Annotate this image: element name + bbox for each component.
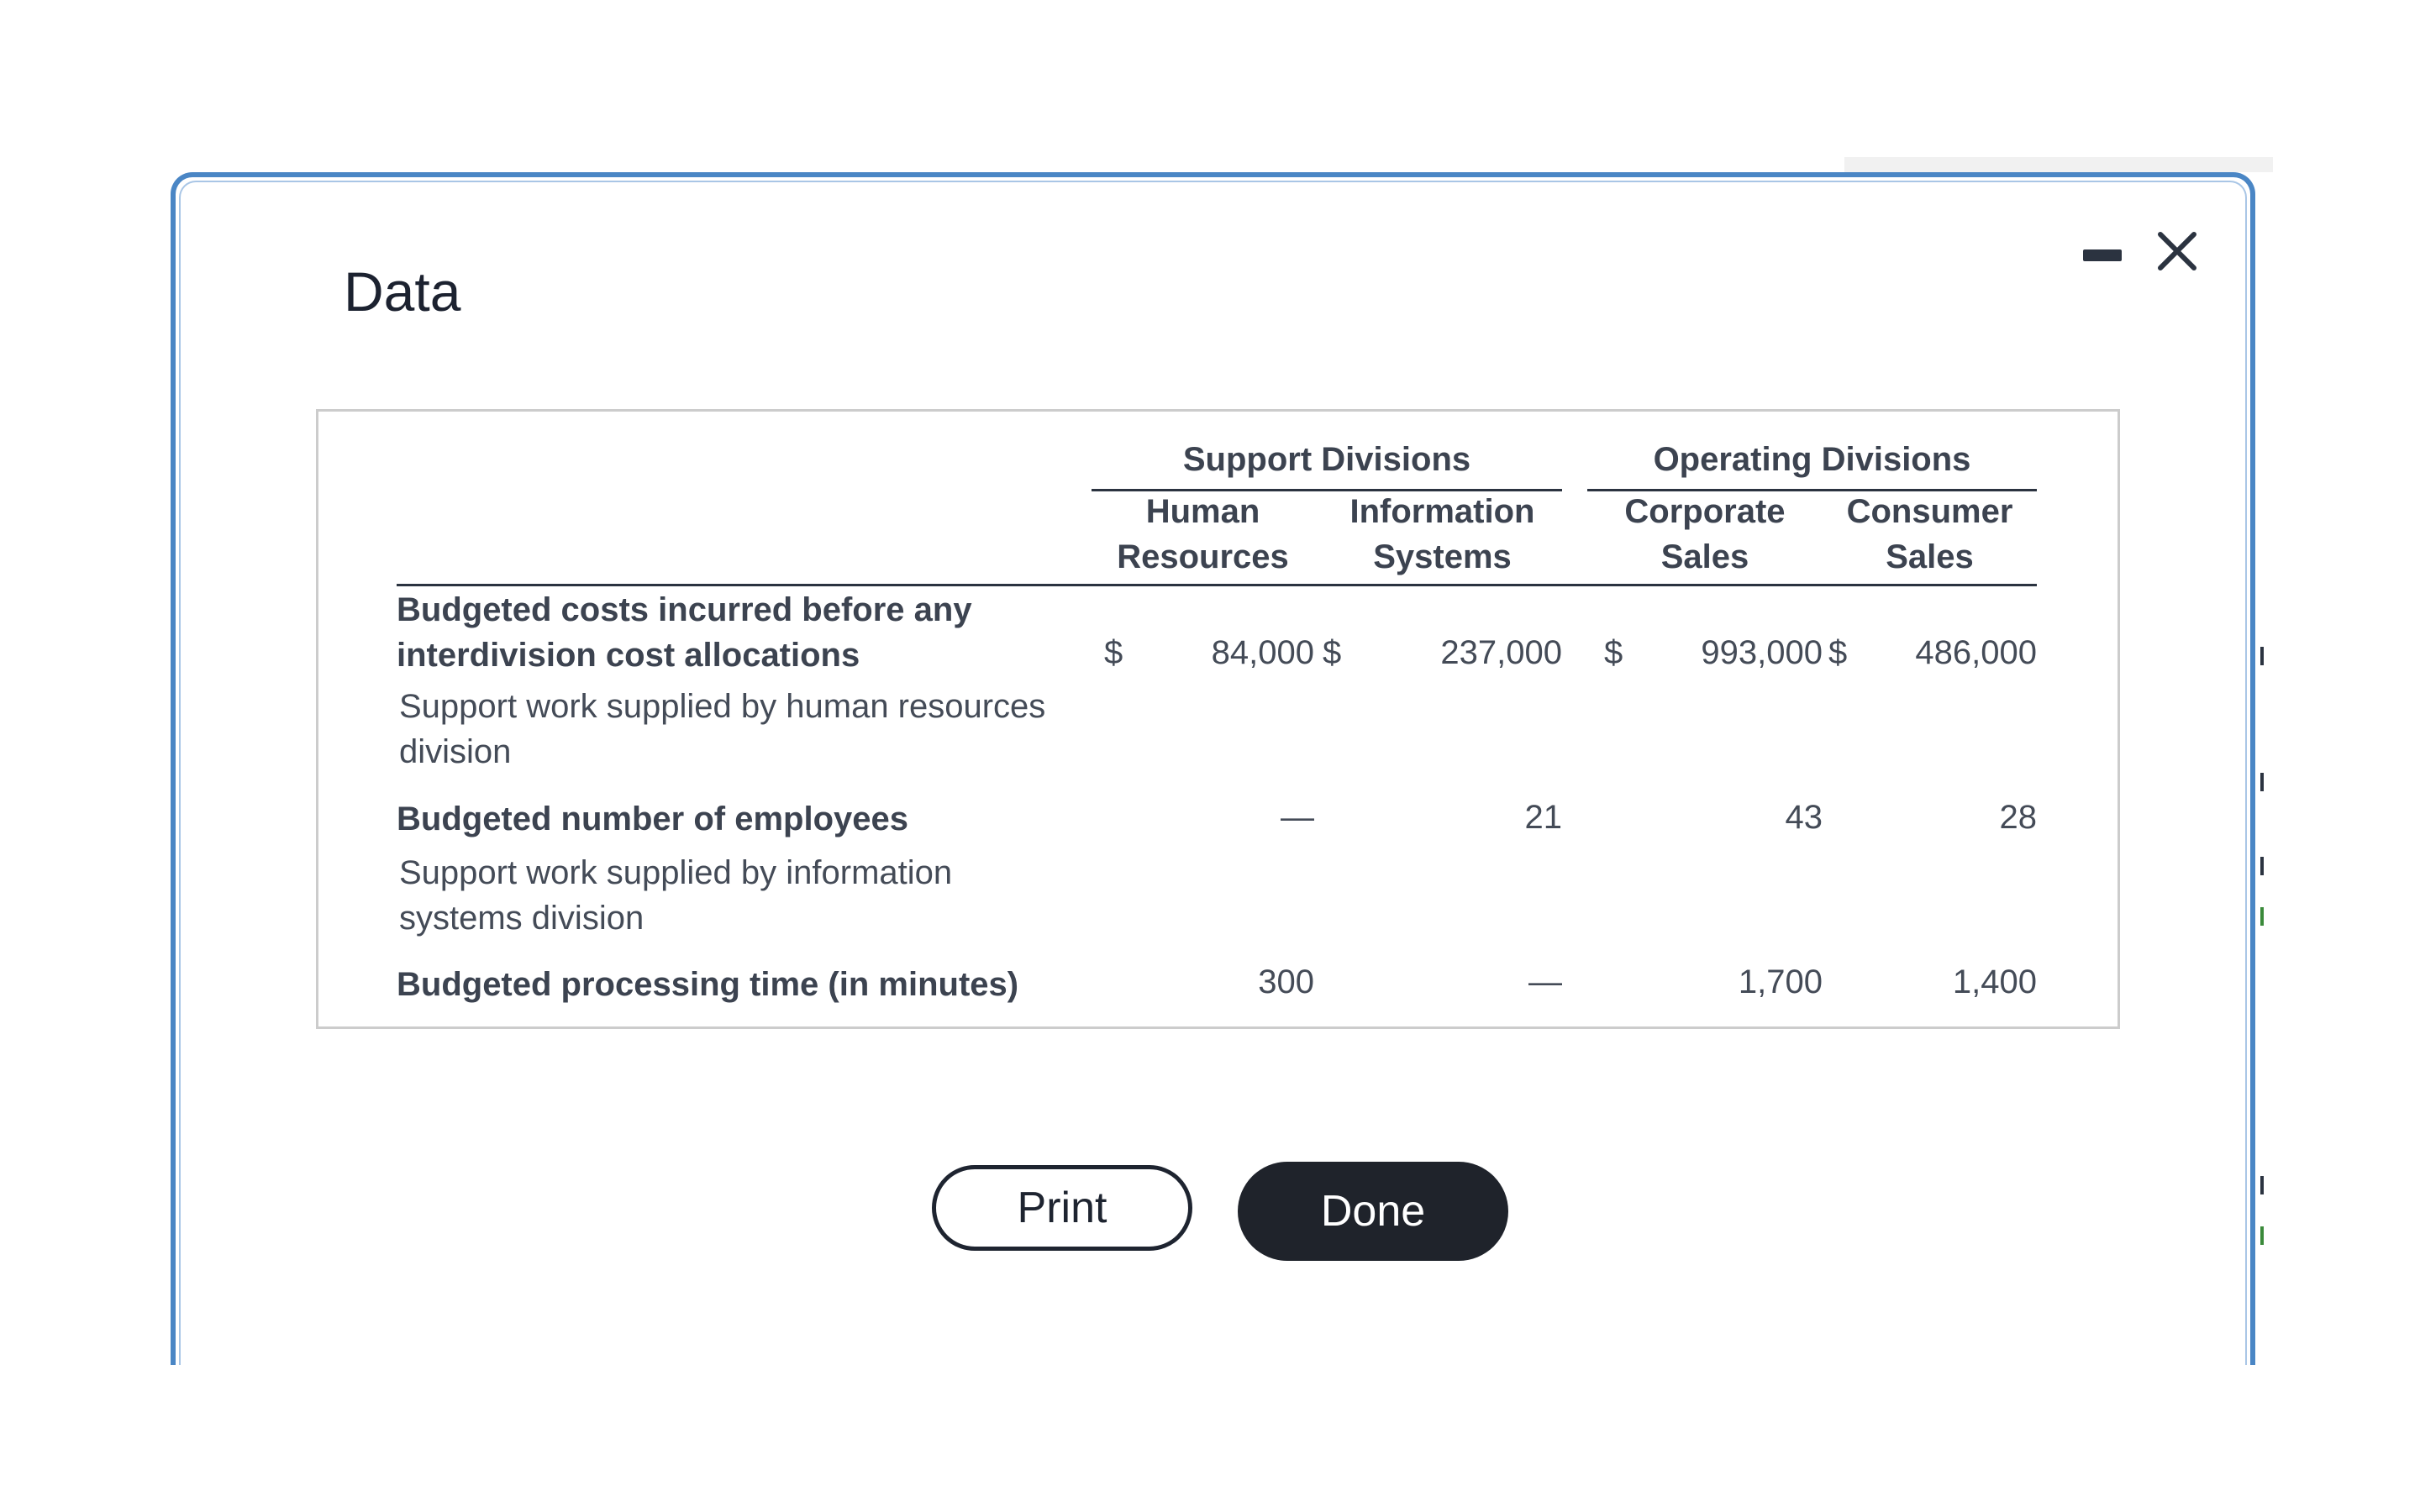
column-header-line: Sales: [1886, 538, 1974, 575]
close-icon[interactable]: [2152, 226, 2202, 276]
column-header-line: Corporate: [1624, 493, 1786, 530]
section-label-line: division: [399, 733, 512, 770]
column-header-line: Sales: [1660, 538, 1749, 575]
section-label-line: Support work supplied by information: [399, 854, 953, 891]
data-table: [318, 412, 2118, 1026]
row-label-employees: Budgeted number of employees: [397, 801, 908, 837]
row-label-line: interdivision cost allocations: [397, 637, 860, 674]
cell-processing-corporate: 1,700: [1738, 963, 1823, 1000]
column-header-consumer-sales: [1823, 489, 2037, 580]
column-header-line: Resources: [1117, 538, 1289, 575]
cell-budgeted-costs-is: 237,000: [1440, 634, 1562, 671]
currency-symbol: $: [1828, 634, 1848, 671]
cell-employees-corporate: 43: [1785, 799, 1823, 836]
row-label-line: Budgeted costs incurred before any: [397, 591, 972, 628]
cell-employees-is: 21: [1524, 799, 1562, 836]
cell-processing-consumer: 1,400: [1952, 963, 2037, 1000]
cell-employees-consumer: 28: [1999, 799, 2037, 836]
currency-symbol: $: [1104, 634, 1123, 671]
data-dialog: [171, 172, 2255, 1365]
cell-budgeted-costs-hr: 84,000: [1211, 634, 1314, 671]
data-table-container: [316, 409, 2120, 1029]
cell-employees-hr: —: [1281, 799, 1314, 836]
row-label-budgeted-costs: [397, 587, 1094, 678]
column-header-line: Systems: [1373, 538, 1512, 575]
section-label-line: systems division: [399, 900, 644, 937]
section-label-line: Support work supplied by human resources: [399, 688, 1046, 725]
column-header-line: Information: [1349, 493, 1535, 530]
column-header-corporate-sales: [1587, 489, 1823, 580]
currency-symbol: $: [1604, 634, 1623, 671]
column-header-human-resources: [1092, 489, 1314, 580]
group-header-operating: Operating Divisions: [1653, 441, 1971, 478]
cell-processing-is: —: [1528, 963, 1562, 1000]
done-button[interactable]: Done: [1238, 1162, 1508, 1261]
background-window-edge: [1844, 157, 2273, 172]
column-header-information-systems: [1323, 489, 1562, 580]
cell-budgeted-costs-consumer: 486,000: [1915, 634, 2037, 671]
close-icon-glyph: [2152, 226, 2202, 276]
currency-symbol: $: [1323, 634, 1342, 671]
background-page-fragments: [2260, 437, 2277, 1277]
cell-processing-hr: 300: [1258, 963, 1314, 1000]
minimize-icon[interactable]: [2083, 249, 2122, 261]
row-label-processing-time: Budgeted processing time (in minutes): [397, 966, 1019, 1003]
header-bottom-rule: [397, 584, 2037, 586]
section-label-is-support: [399, 850, 1097, 941]
print-button[interactable]: Print: [932, 1165, 1192, 1251]
column-header-line: Human: [1145, 493, 1260, 530]
group-header-support: Support Divisions: [1182, 441, 1471, 478]
dialog-title: Data: [344, 260, 461, 323]
cell-budgeted-costs-corporate: 993,000: [1701, 634, 1823, 671]
section-label-hr-support: [399, 684, 1097, 774]
column-header-line: Consumer: [1846, 493, 2013, 530]
